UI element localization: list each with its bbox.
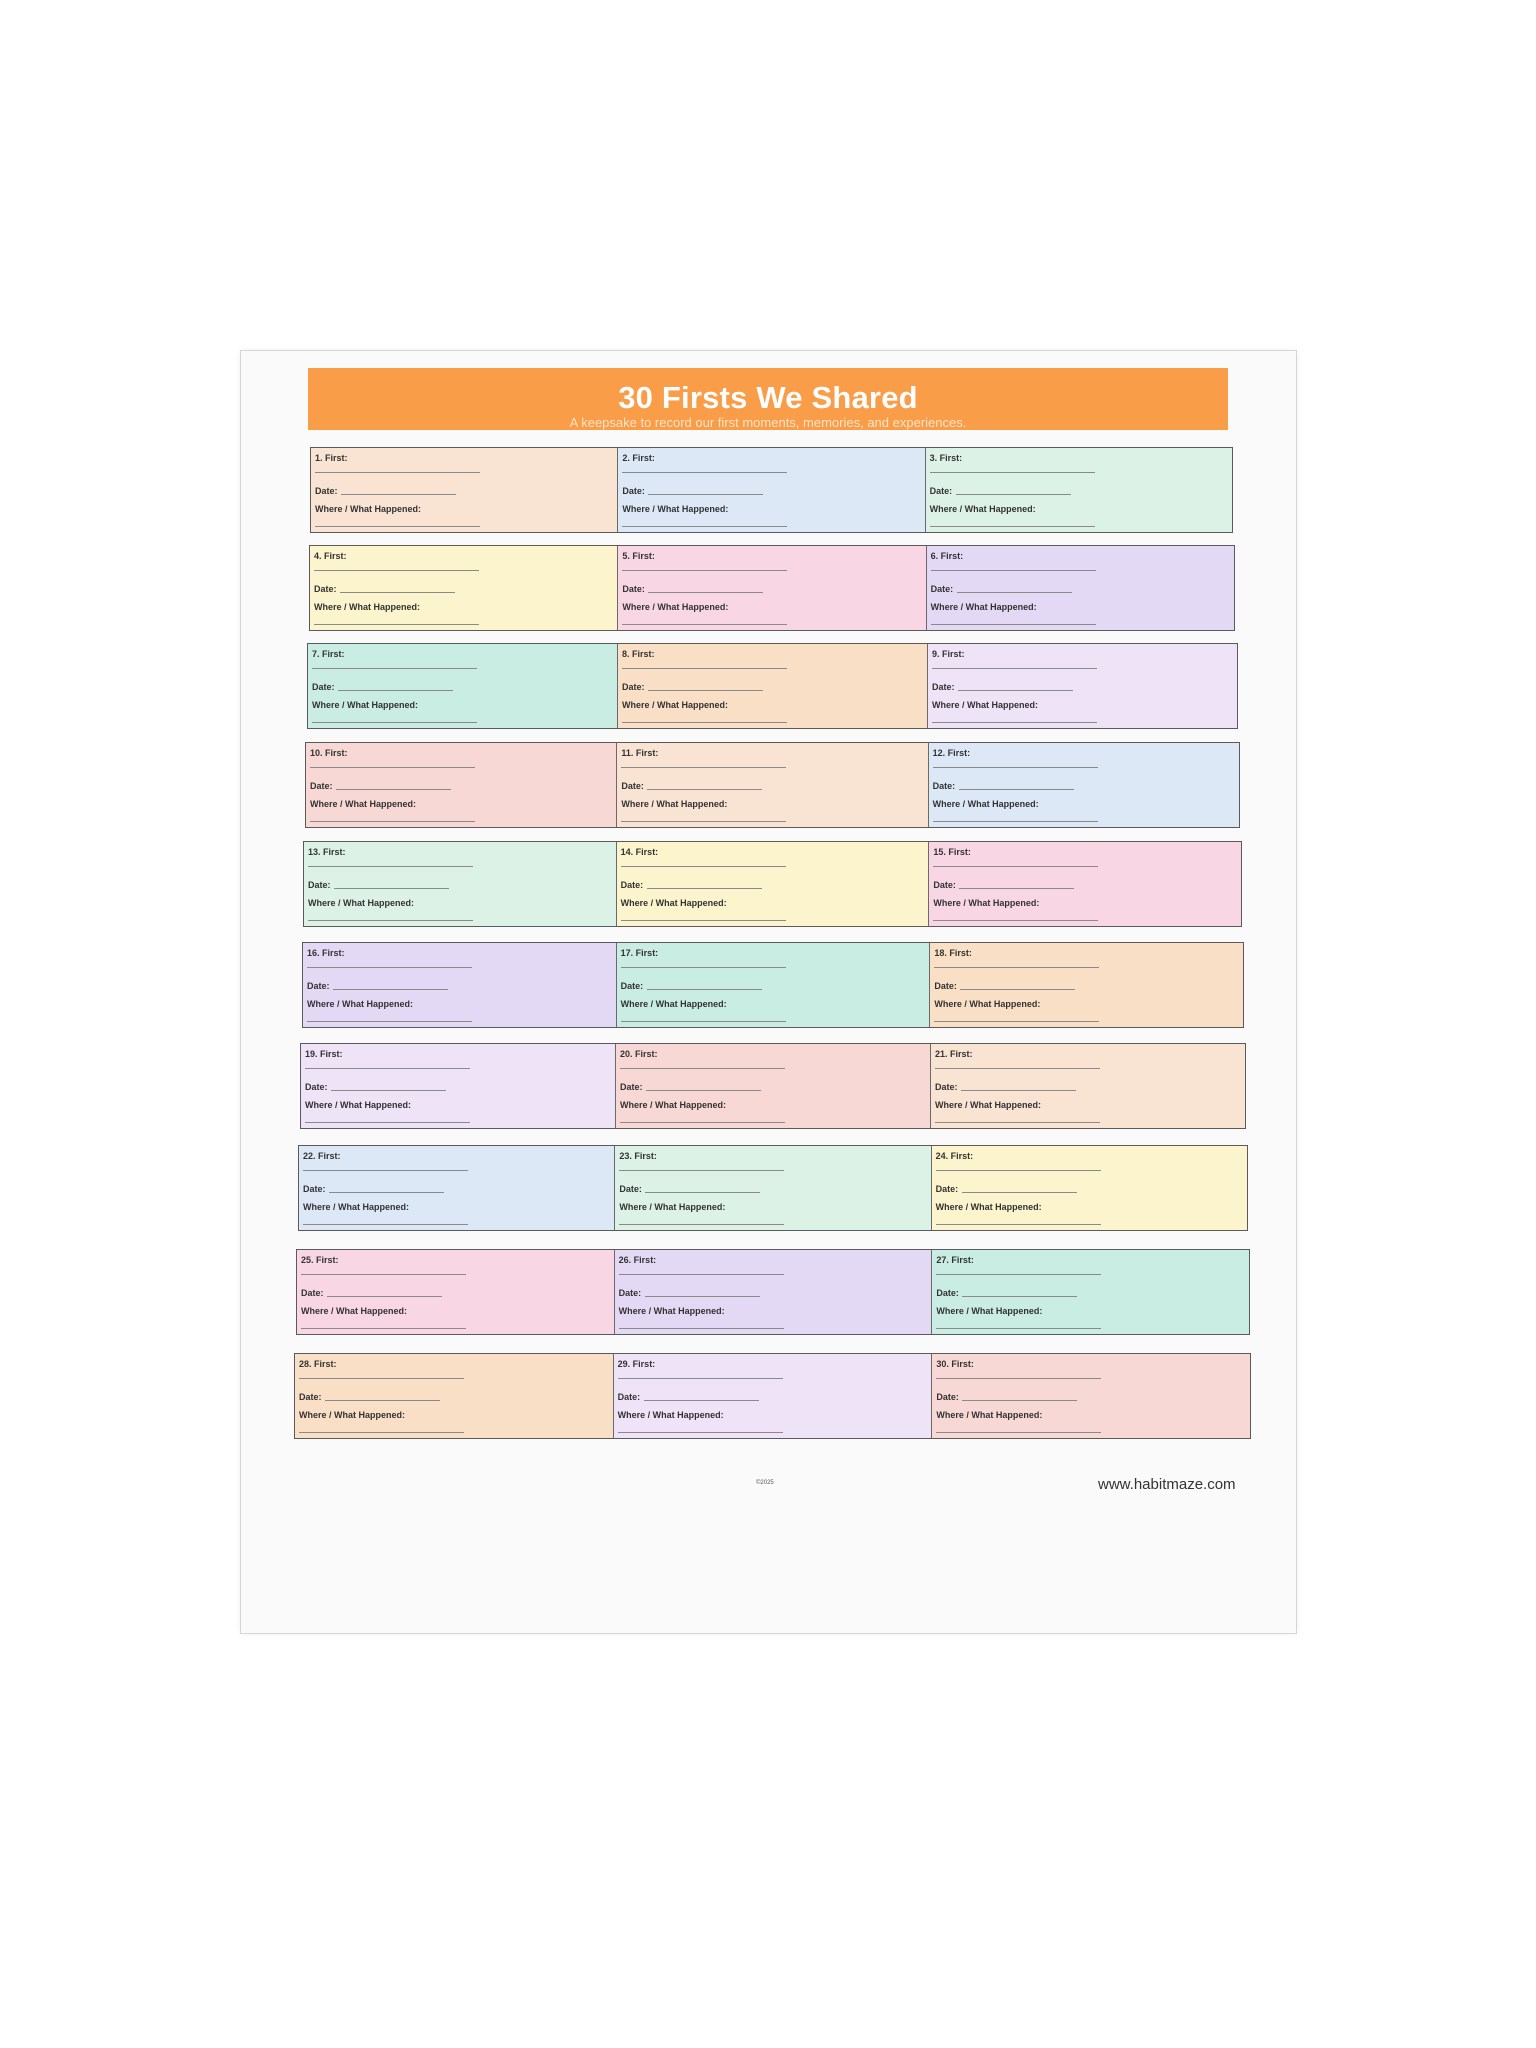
where-write-line[interactable] bbox=[301, 1328, 466, 1329]
where-write-line[interactable] bbox=[934, 1021, 1099, 1022]
entry-card bbox=[310, 546, 618, 630]
where-write-line[interactable] bbox=[936, 1432, 1101, 1433]
date-write-line[interactable] bbox=[647, 789, 762, 790]
date-write-line[interactable] bbox=[647, 888, 762, 889]
where-write-line[interactable] bbox=[621, 920, 786, 921]
where-write-line[interactable] bbox=[622, 722, 787, 723]
first-write-line[interactable] bbox=[622, 570, 787, 571]
entry-where-label: Where / What Happened: bbox=[936, 1306, 1043, 1316]
first-write-line[interactable] bbox=[933, 866, 1098, 867]
date-write-line[interactable] bbox=[645, 1296, 760, 1297]
entry-where-label: Where / What Happened: bbox=[618, 1306, 725, 1316]
date-write-line[interactable] bbox=[327, 1296, 442, 1297]
entry-card bbox=[615, 1250, 933, 1334]
entry-card bbox=[299, 1146, 615, 1230]
entry-date-label: Date: bbox=[310, 781, 333, 791]
entry-date-label: Date: bbox=[936, 1288, 959, 1298]
entry-date-label: Date: bbox=[620, 1082, 643, 1092]
entry-first-label: 13. First: bbox=[308, 847, 346, 857]
entry-date-label: Date: bbox=[934, 981, 957, 991]
entry-where-label: Where / What Happened: bbox=[620, 898, 727, 908]
where-write-line[interactable] bbox=[307, 1021, 472, 1022]
entry-first-label: 17. First: bbox=[620, 948, 659, 958]
entry-first-label: 9. First: bbox=[932, 649, 965, 659]
entry-where-label: Where / What Happened: bbox=[315, 504, 422, 514]
entry-date-label: Date: bbox=[303, 1184, 326, 1194]
first-write-line[interactable] bbox=[621, 866, 786, 867]
where-write-line[interactable] bbox=[619, 1224, 784, 1225]
entry-where-label: Where / What Happened: bbox=[934, 999, 1041, 1009]
entry-where-label: Where / What Happened: bbox=[932, 799, 1039, 809]
entry-date-label: Date: bbox=[619, 1184, 642, 1194]
where-write-line[interactable] bbox=[936, 1224, 1101, 1225]
entries-row bbox=[302, 942, 1244, 1028]
entry-date-label: Date: bbox=[299, 1392, 322, 1402]
where-write-line[interactable] bbox=[619, 1328, 784, 1329]
entry-where-label: Where / What Happened: bbox=[935, 1100, 1042, 1110]
entry-where-label: Where / What Happened: bbox=[617, 1410, 724, 1420]
date-write-line[interactable] bbox=[340, 592, 455, 593]
date-write-line[interactable] bbox=[341, 494, 456, 495]
entry-card bbox=[311, 448, 618, 532]
where-write-line[interactable] bbox=[932, 722, 1097, 723]
entry-card bbox=[308, 644, 618, 728]
entries-row bbox=[300, 1043, 1246, 1129]
entries-row bbox=[303, 841, 1242, 927]
first-write-line[interactable] bbox=[308, 866, 473, 867]
entry-card bbox=[303, 943, 617, 1027]
first-write-line[interactable] bbox=[931, 570, 1096, 571]
entry-first-label: 19. First: bbox=[305, 1049, 343, 1059]
date-write-line[interactable] bbox=[331, 1090, 446, 1091]
first-write-line[interactable] bbox=[622, 472, 787, 473]
entry-card bbox=[617, 943, 931, 1027]
first-write-line[interactable] bbox=[936, 1378, 1101, 1379]
where-write-line[interactable] bbox=[305, 1122, 470, 1123]
entry-where-label: Where / What Happened: bbox=[312, 700, 419, 710]
where-write-line[interactable] bbox=[930, 526, 1095, 527]
date-write-line[interactable] bbox=[959, 888, 1074, 889]
entry-date-label: Date: bbox=[932, 781, 956, 791]
entry-date-label: Date: bbox=[929, 486, 953, 496]
entry-first-label: 28. First: bbox=[299, 1359, 337, 1369]
entry-card bbox=[615, 1146, 931, 1230]
entry-first-label: 3. First: bbox=[929, 453, 963, 463]
date-write-line[interactable] bbox=[647, 989, 762, 990]
where-write-line[interactable] bbox=[312, 722, 477, 723]
where-write-line[interactable] bbox=[314, 624, 479, 625]
first-write-line[interactable] bbox=[619, 1274, 784, 1275]
entry-card bbox=[932, 1354, 1250, 1438]
entry-first-label: 16. First: bbox=[307, 948, 345, 958]
entry-where-label: Where / What Happened: bbox=[936, 1410, 1043, 1420]
first-write-line[interactable] bbox=[301, 1274, 466, 1275]
entry-where-label: Where / What Happened: bbox=[619, 1202, 726, 1212]
first-write-line[interactable] bbox=[936, 1170, 1101, 1171]
first-write-line[interactable] bbox=[307, 967, 472, 968]
date-write-line[interactable] bbox=[644, 1400, 759, 1401]
entry-first-label: 2. First: bbox=[622, 453, 655, 463]
entries-row bbox=[310, 447, 1233, 533]
entry-date-label: Date: bbox=[307, 981, 330, 991]
entry-card bbox=[618, 644, 928, 728]
entry-where-label: Where / What Happened: bbox=[314, 602, 421, 612]
entry-date-label: Date: bbox=[617, 1392, 641, 1402]
first-write-line[interactable] bbox=[930, 472, 1095, 473]
entry-date-label: Date: bbox=[935, 1184, 959, 1194]
entry-card bbox=[304, 842, 617, 926]
entry-where-label: Where / What Happened: bbox=[935, 1202, 1042, 1212]
where-write-line[interactable] bbox=[622, 526, 787, 527]
where-write-line[interactable] bbox=[622, 624, 787, 625]
entry-first-label: 8. First: bbox=[622, 649, 655, 659]
first-write-line[interactable] bbox=[618, 1378, 783, 1379]
first-write-line[interactable] bbox=[622, 668, 787, 669]
entry-where-label: Where / What Happened: bbox=[622, 700, 729, 710]
entry-card bbox=[927, 546, 1234, 630]
copyright-text: ©2025 bbox=[756, 1480, 774, 1486]
entry-first-label: 22. First: bbox=[303, 1151, 341, 1161]
entry-where-label: Where / What Happened: bbox=[621, 799, 728, 809]
first-write-line[interactable] bbox=[303, 1170, 468, 1171]
entry-card bbox=[928, 644, 1237, 728]
entry-date-label: Date: bbox=[930, 584, 954, 594]
entry-card bbox=[301, 1044, 616, 1128]
entry-first-label: 18. First: bbox=[934, 948, 972, 958]
first-write-line[interactable] bbox=[312, 668, 477, 669]
entry-where-label: Where / What Happened: bbox=[930, 602, 1037, 612]
entry-date-label: Date: bbox=[621, 781, 644, 791]
where-write-line[interactable] bbox=[310, 821, 475, 822]
first-write-line[interactable] bbox=[932, 668, 1097, 669]
entry-first-label: 26. First: bbox=[618, 1255, 657, 1265]
entry-card bbox=[618, 546, 926, 630]
date-write-line[interactable] bbox=[325, 1400, 440, 1401]
where-write-line[interactable] bbox=[299, 1432, 464, 1433]
date-write-line[interactable] bbox=[962, 1400, 1077, 1401]
first-write-line[interactable] bbox=[305, 1068, 470, 1069]
first-write-line[interactable] bbox=[620, 1068, 785, 1069]
first-write-line[interactable] bbox=[315, 472, 480, 473]
where-write-line[interactable] bbox=[620, 1122, 785, 1123]
entry-where-label: Where / What Happened: bbox=[932, 700, 1039, 710]
date-write-line[interactable] bbox=[336, 789, 451, 790]
entry-where-label: Where / What Happened: bbox=[622, 602, 729, 612]
entries-row bbox=[296, 1249, 1250, 1335]
date-write-line[interactable] bbox=[957, 592, 1072, 593]
entry-card bbox=[929, 743, 1239, 827]
entry-date-label: Date: bbox=[932, 682, 955, 692]
entry-where-label: Where / What Happened: bbox=[307, 999, 414, 1009]
entry-where-label: Where / What Happened: bbox=[620, 999, 727, 1009]
entry-first-label: 23. First: bbox=[619, 1151, 657, 1161]
page-title: 30 Firsts We Shared bbox=[618, 380, 918, 415]
first-write-line[interactable] bbox=[621, 767, 786, 768]
entry-first-label: 24. First: bbox=[935, 1151, 974, 1161]
entry-where-label: Where / What Happened: bbox=[301, 1306, 408, 1316]
where-write-line[interactable] bbox=[621, 1021, 786, 1022]
entry-card bbox=[617, 842, 930, 926]
where-write-line[interactable] bbox=[933, 920, 1098, 921]
entry-date-label: Date: bbox=[622, 486, 645, 496]
date-write-line[interactable] bbox=[648, 592, 763, 593]
entry-date-label: Date: bbox=[305, 1082, 328, 1092]
entries-row bbox=[298, 1145, 1248, 1231]
first-write-line[interactable] bbox=[299, 1378, 464, 1379]
where-write-line[interactable] bbox=[308, 920, 473, 921]
entry-card bbox=[932, 1146, 1247, 1230]
entry-where-label: Where / What Happened: bbox=[933, 898, 1040, 908]
date-write-line[interactable] bbox=[960, 989, 1075, 990]
title-banner bbox=[308, 368, 1228, 430]
entry-card bbox=[930, 943, 1243, 1027]
first-write-line[interactable] bbox=[934, 967, 1099, 968]
entry-first-label: 30. First: bbox=[936, 1359, 974, 1369]
entry-where-label: Where / What Happened: bbox=[299, 1410, 406, 1420]
entry-card bbox=[926, 448, 1232, 532]
date-write-line[interactable] bbox=[333, 989, 448, 990]
first-write-line[interactable] bbox=[310, 767, 475, 768]
date-write-line[interactable] bbox=[646, 1090, 761, 1091]
entry-first-label: 29. First: bbox=[617, 1359, 656, 1369]
where-write-line[interactable] bbox=[935, 1122, 1100, 1123]
date-write-line[interactable] bbox=[956, 494, 1071, 495]
first-write-line[interactable] bbox=[621, 967, 786, 968]
first-write-line[interactable] bbox=[936, 1274, 1101, 1275]
entry-date-label: Date: bbox=[620, 981, 644, 991]
entry-where-label: Where / What Happened: bbox=[620, 1100, 727, 1110]
entry-where-label: Where / What Happened: bbox=[622, 504, 729, 514]
page-subtitle: A keepsake to record our first moments, memories, and experiences. bbox=[569, 415, 967, 430]
date-write-line[interactable] bbox=[959, 789, 1074, 790]
entry-card bbox=[616, 1044, 931, 1128]
date-write-line[interactable] bbox=[962, 1296, 1077, 1297]
entry-where-label: Where / What Happened: bbox=[310, 799, 417, 809]
entry-date-label: Date: bbox=[622, 584, 645, 594]
entries-row bbox=[307, 643, 1238, 729]
entry-first-label: 15. First: bbox=[933, 847, 971, 857]
entry-first-label: 27. First: bbox=[936, 1255, 974, 1265]
entry-first-label: 14. First: bbox=[620, 847, 659, 857]
where-write-line[interactable] bbox=[936, 1328, 1101, 1329]
entry-first-label: 10. First: bbox=[310, 748, 348, 758]
entry-date-label: Date: bbox=[618, 1288, 642, 1298]
entry-card bbox=[929, 842, 1241, 926]
entry-card bbox=[614, 1354, 933, 1438]
date-write-line[interactable] bbox=[648, 494, 763, 495]
entry-first-label: 5. First: bbox=[622, 551, 655, 561]
entry-first-label: 20. First: bbox=[620, 1049, 658, 1059]
entry-card bbox=[932, 1250, 1249, 1334]
entry-first-label: 12. First: bbox=[932, 748, 971, 758]
date-write-line[interactable] bbox=[962, 1192, 1077, 1193]
where-write-line[interactable] bbox=[618, 1432, 783, 1433]
date-write-line[interactable] bbox=[961, 1090, 1076, 1091]
entry-card bbox=[306, 743, 617, 827]
date-write-line[interactable] bbox=[645, 1192, 760, 1193]
where-write-line[interactable] bbox=[315, 526, 480, 527]
entry-date-label: Date: bbox=[933, 880, 956, 890]
entry-card bbox=[297, 1250, 615, 1334]
date-write-line[interactable] bbox=[338, 690, 453, 691]
first-write-line[interactable] bbox=[619, 1170, 784, 1171]
date-write-line[interactable] bbox=[329, 1192, 444, 1193]
where-write-line[interactable] bbox=[933, 821, 1098, 822]
where-write-line[interactable] bbox=[303, 1224, 468, 1225]
entry-card bbox=[617, 743, 928, 827]
first-write-line[interactable] bbox=[935, 1068, 1100, 1069]
first-write-line[interactable] bbox=[933, 767, 1098, 768]
entry-card bbox=[931, 1044, 1245, 1128]
entry-date-label: Date: bbox=[312, 682, 335, 692]
entry-first-label: 1. First: bbox=[315, 453, 348, 463]
entry-date-label: Date: bbox=[620, 880, 644, 890]
entry-card bbox=[295, 1354, 614, 1438]
entries-row bbox=[294, 1353, 1251, 1439]
where-write-line[interactable] bbox=[621, 821, 786, 822]
entry-first-label: 6. First: bbox=[930, 551, 964, 561]
entry-where-label: Where / What Happened: bbox=[308, 898, 415, 908]
entry-where-label: Where / What Happened: bbox=[303, 1202, 410, 1212]
entry-card bbox=[618, 448, 925, 532]
date-write-line[interactable] bbox=[648, 690, 763, 691]
website-url: www.habitmaze.com bbox=[1098, 1476, 1236, 1493]
entries-row bbox=[305, 742, 1240, 828]
entry-date-label: Date: bbox=[314, 584, 337, 594]
entry-date-label: Date: bbox=[936, 1392, 959, 1402]
entry-date-label: Date: bbox=[935, 1082, 958, 1092]
entry-date-label: Date: bbox=[315, 486, 338, 496]
date-write-line[interactable] bbox=[334, 888, 449, 889]
entry-where-label: Where / What Happened: bbox=[305, 1100, 412, 1110]
entry-date-label: Date: bbox=[308, 880, 331, 890]
entries-row bbox=[309, 545, 1235, 631]
entry-first-label: 25. First: bbox=[301, 1255, 339, 1265]
entry-first-label: 21. First: bbox=[935, 1049, 973, 1059]
entry-first-label: 7. First: bbox=[312, 649, 345, 659]
entry-first-label: 11. First: bbox=[621, 748, 659, 758]
entry-where-label: Where / What Happened: bbox=[929, 504, 1036, 514]
entry-date-label: Date: bbox=[622, 682, 645, 692]
entry-first-label: 4. First: bbox=[314, 551, 347, 561]
first-write-line[interactable] bbox=[314, 570, 479, 571]
where-write-line[interactable] bbox=[931, 624, 1096, 625]
date-write-line[interactable] bbox=[958, 690, 1073, 691]
entry-date-label: Date: bbox=[301, 1288, 324, 1298]
